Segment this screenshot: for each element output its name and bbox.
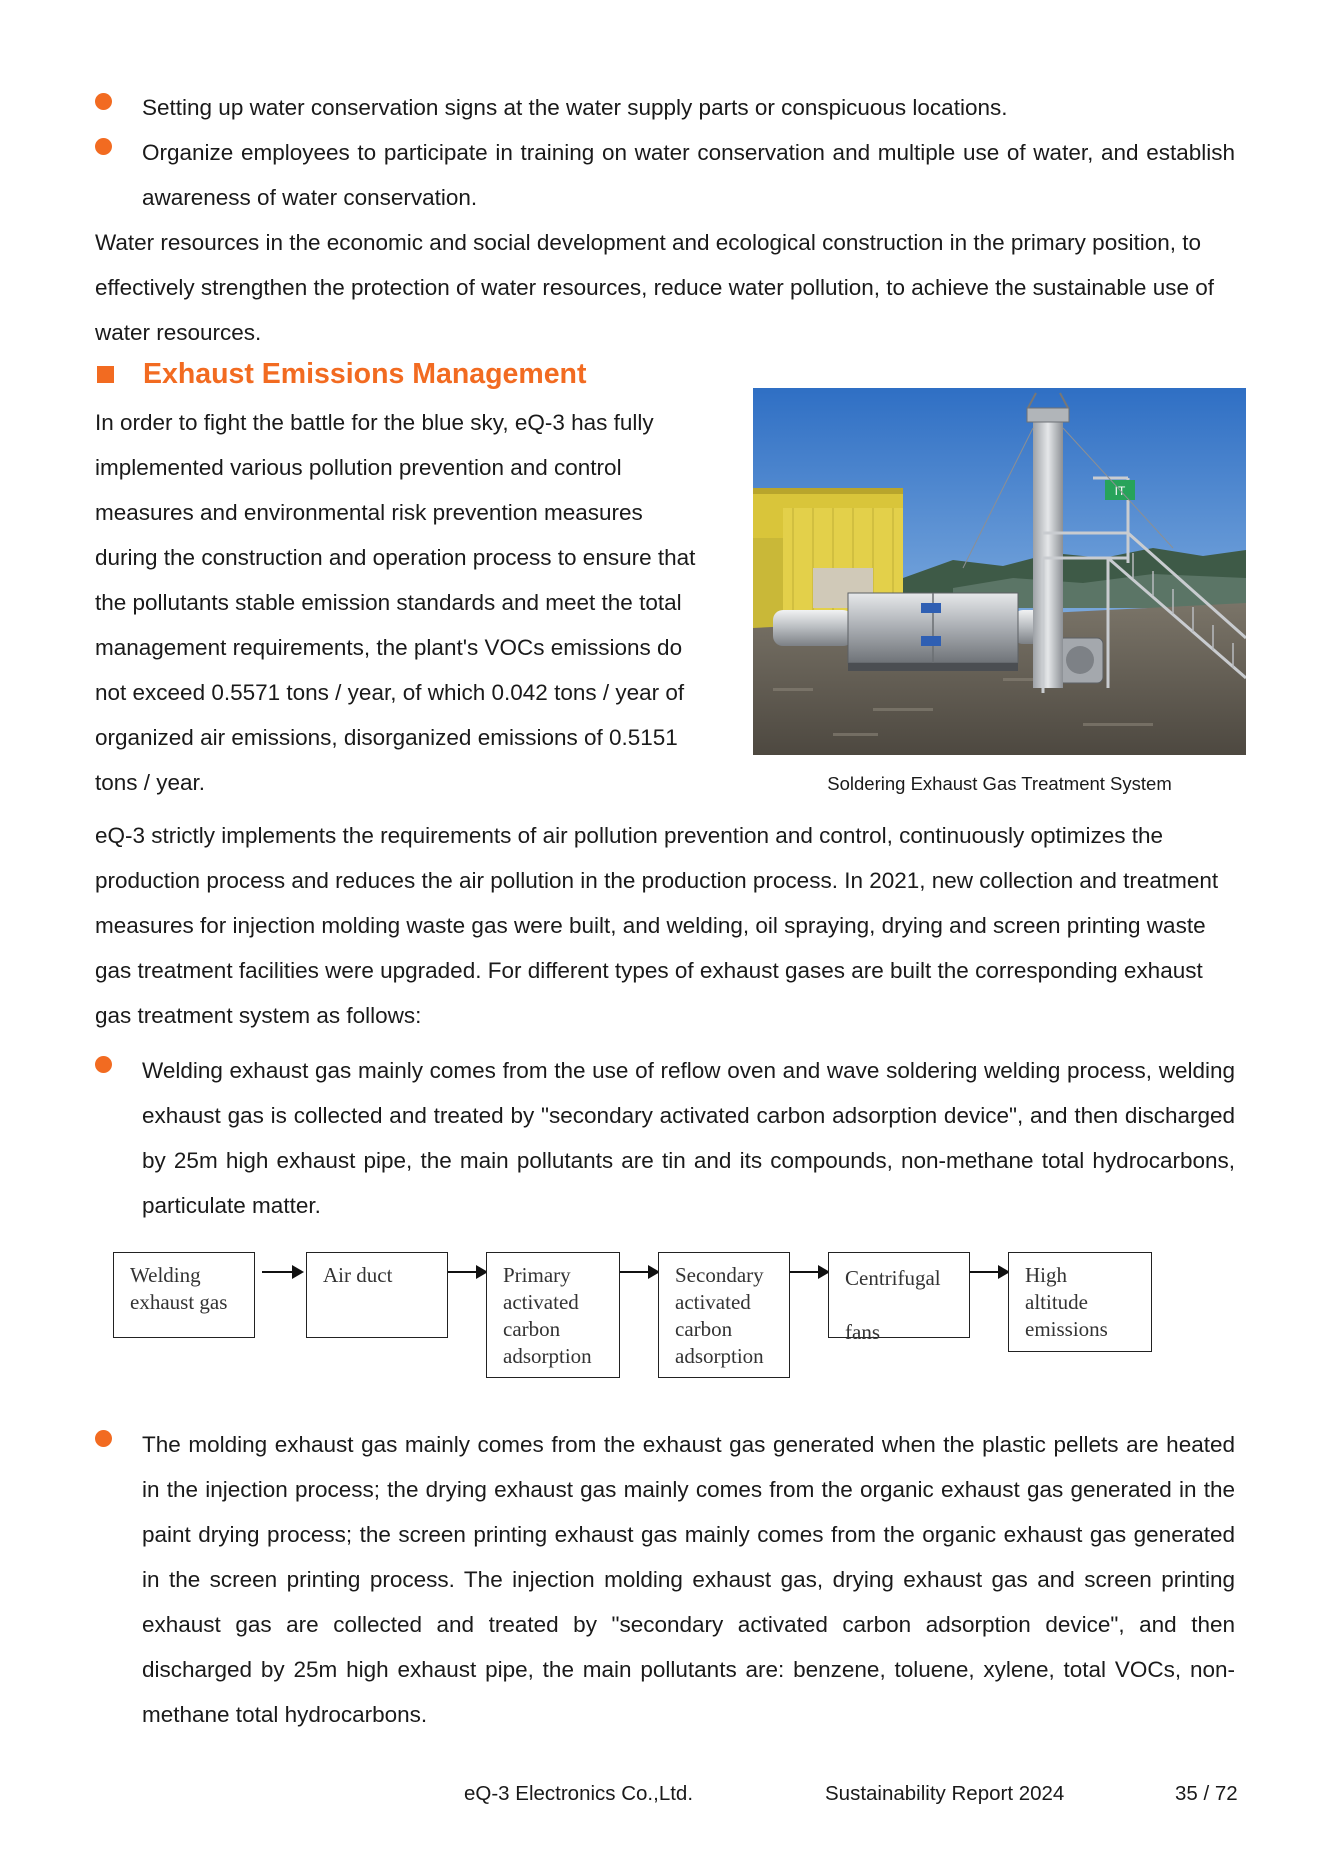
footer-page-number: 35 / 72 <box>1175 1782 1238 1805</box>
bullet-dot-icon <box>95 1430 112 1447</box>
intro-line: organized air emissions, disorganized emissions of 0.5151 <box>95 725 678 750</box>
flow-step-high-altitude-emissions: High altitude emissions <box>1008 1252 1152 1352</box>
bullet-dot-icon <box>95 138 112 155</box>
intro-line: management requirements, the plant's VOCs emissions do <box>95 635 683 660</box>
exhaust-intro-paragraph <box>95 400 745 805</box>
flow-step-primary-adsorption: Primary activated carbon adsorption <box>486 1252 620 1378</box>
intro-line: during the construction and operation process to ensure that <box>95 545 696 570</box>
implementation-paragraph: eQ-3 strictly implements the requirements of air pollution prevention and control, continuously optimizes the production process and reduces the air pollution in the production process. In 2021, new collection and treatment measures for injection molding waste gas were built, and welding, oil spraying, drying and screen printing waste gas treatment facilities were upgraded. For different types of exhaust gases are built the corresponding exhaust gas treatment system as follows: <box>95 823 1219 1028</box>
flow-step-centrifugal-fans: Centrifugal fans <box>828 1252 970 1338</box>
flow-step-air-duct: Air duct <box>306 1252 448 1338</box>
flow-step-secondary-adsorption: Secondary activated carbon adsorption <box>658 1252 790 1378</box>
flow-arrow-icon <box>448 1271 486 1273</box>
bullet-water-training <box>95 130 1235 220</box>
bullet-molding-exhaust <box>95 1422 1235 1737</box>
exhaust-system-photo <box>753 388 1246 755</box>
bullet-dot-icon <box>95 93 112 110</box>
intro-line: implemented various pollution prevention and control <box>95 455 622 480</box>
flow-step-welding-exhaust-gas: Welding exhaust gas <box>113 1252 255 1338</box>
bullet-welding-exhaust <box>95 1048 1235 1228</box>
intro-line: the pollutants stable emission standards and meet the total <box>95 590 682 615</box>
flow-arrow-icon <box>262 1271 302 1273</box>
intro-line: In order to fight the battle for the blue sky, eQ-3 has fully <box>95 410 654 435</box>
bullet-text: Welding exhaust gas mainly comes from the use of reflow oven and wave soldering welding process, welding exhaust gas is collected and treated by "secondary activated carbon adsorption device", and then discharged by 25m high exhaust pipe, the main pollutants are tin and its compounds, non-methane total hydrocarbons, particulate matter. <box>142 1058 1235 1218</box>
bullet-dot-icon <box>95 1056 112 1073</box>
footer-report-title: Sustainability Report 2024 <box>825 1782 1065 1805</box>
section-title: Exhaust Emissions Management <box>143 358 587 390</box>
flow-arrow-icon <box>970 1271 1008 1273</box>
photo-sign-text: IT <box>1114 484 1126 498</box>
bullet-text: Organize employees to participate in training on water conservation and multiple use of water, and establish awareness of water conservation. <box>142 140 1235 210</box>
intro-line: measures and environmental risk prevention measures <box>95 500 643 525</box>
bullet-text: Setting up water conservation signs at the water supply parts or conspicuous locations. <box>142 95 1008 120</box>
footer-company: eQ-3 Electronics Co.,Ltd. <box>464 1782 694 1805</box>
intro-line: tons / year. <box>95 770 206 795</box>
bullet-text: The molding exhaust gas mainly comes from the exhaust gas generated when the plastic pellets are heated in the injection process; the drying exhaust gas mainly comes from the organic exhaust gas generated in the paint drying process; the screen printing exhaust gas mainly comes from the organic exhaust gas generated in the screen printing process. The injection molding exhaust gas, drying exhaust gas and screen printing exhaust gas are collected and treated by "secondary activated carbon adsorption device", and then discharged by 25m high exhaust pipe, the main pollutants are: benzene, toluene, xylene, total VOCs, non-methane total hydrocarbons. <box>142 1432 1235 1727</box>
photo-caption: Soldering Exhaust Gas Treatment System <box>827 773 1172 794</box>
square-bullet-icon <box>97 366 114 383</box>
flow-arrow-icon <box>620 1271 658 1273</box>
bullet-water-signs <box>95 85 1235 130</box>
water-resources-paragraph: Water resources in the economic and social development and ecological construction in the primary position, to effectively strengthen the protection of water resources, reduce water pollution, to achieve the sustainable use of water resources. <box>95 230 1214 345</box>
flow-arrow-icon <box>790 1271 828 1273</box>
intro-line: not exceed 0.5571 tons / year, of which 0.042 tons / year of <box>95 680 685 705</box>
